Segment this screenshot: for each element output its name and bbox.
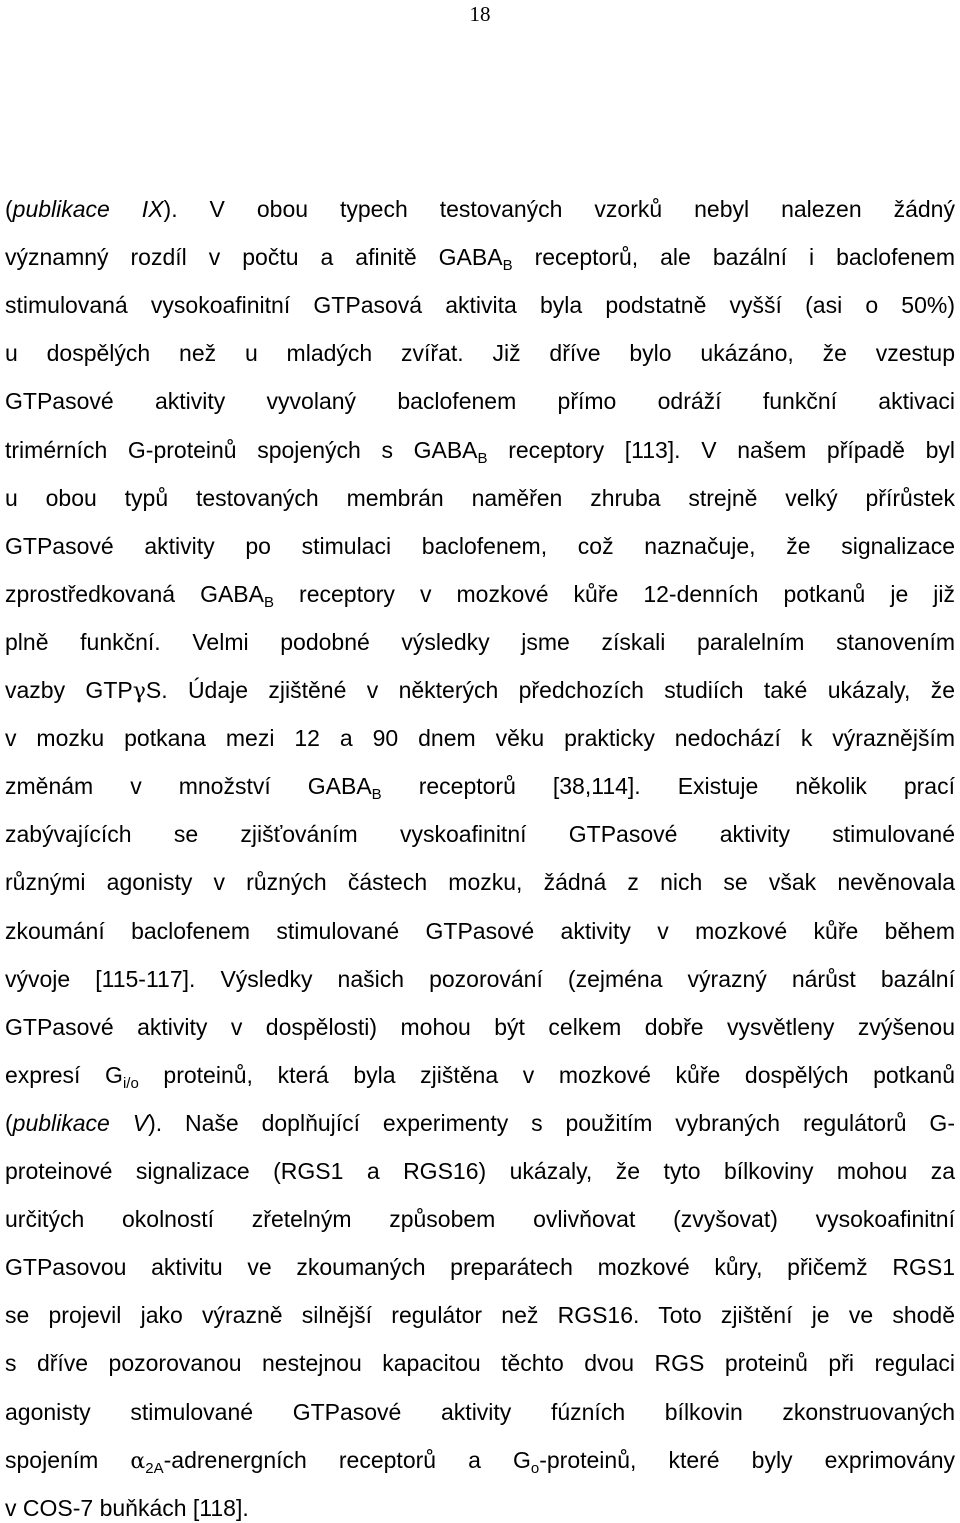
text-line: stimulovaná vysokoafinitní GTPasová aktivita byla podstatně vyšší (asi o 50%)	[5, 292, 955, 319]
text-line: plně funkční. Velmi podobné výsledky jsme získali paralelním stanovením	[5, 628, 955, 655]
text-line: agonisty stimulované GTPasové aktivity fúzních bílkovin zkonstruovaných	[5, 1398, 955, 1425]
text-line: GTPasové aktivity v dospělosti) mohou být celkem dobře vysvětleny zvýšenou	[5, 1013, 955, 1040]
text-line: v mozku potkana mezi 12 a 90 dnem věku prakticky nedochází k výraznějším	[5, 725, 955, 752]
text-line: GTPasové aktivity po stimulaci baclofenem, což naznačuje, že signalizace	[5, 532, 955, 559]
text-line: určitých okolností zřetelným způsobem ovlivňovat (zvyšovat) vysokoafinitní	[5, 1206, 955, 1233]
text-line: proteinové signalizace (RGS1 a RGS16) ukázaly, že tyto bílkoviny mohou za	[5, 1158, 955, 1184]
text-line: trimérních G-proteinů spojených s $GABA_B$ receptory [113]. V našem případě byl	[5, 436, 955, 467]
text-line: různými agonisty v různých částech mozku, žádná z nich se však nevěnovala	[5, 869, 955, 896]
text-line: spojením $\alpha_{2A}$-adrenergních receptorů a $G_o$-proteinů, které byly exprimovány	[5, 1446, 956, 1477]
text-line: v COS-7 buňkách [118].	[5, 1494, 249, 1521]
text-line: významný rozdíl v počtu a afinitě $GABA_B$ receptorů, ale bazální i baclofenem	[5, 244, 955, 275]
text-line: změnám v množství $GABA_B$ receptorů [38,114]. Existuje několik prací	[5, 773, 955, 804]
text-line: vývoje [115-117]. Výsledky našich pozorování (zejména výrazný nárůst bazální	[5, 965, 955, 992]
text-line: u obou typů testovaných membrán naměřen zhruba strejně velký přírůstek	[5, 484, 955, 511]
page-number: 18	[469, 2, 491, 26]
text-line: s dříve pozorovanou nestejnou kapacitou těchto dvou RGS proteinů při regulaci	[5, 1350, 955, 1377]
text-line: vazby GTPγS. Údaje zjištěné v některých předchozích studiích také ukázaly, že	[5, 677, 955, 704]
text-line: zabývajících se zjišťováním vyskoafinitní GTPasové aktivity stimulované	[5, 821, 955, 848]
text-line: GTPasovou aktivitu ve zkoumaných preparátech mozkové kůry, přičemž RGS1	[5, 1254, 955, 1281]
text-line: zprostředkovaná $GABA_B$ receptory v mozkové kůře 12-denních potkanů je již	[5, 580, 955, 611]
text-line: se projevil jako výrazně silnější regulátor než RGS16. Toto zjištění je ve shodě	[5, 1302, 955, 1329]
text-line: expresí $G_{i/o}$ proteinů, která byla zjištěna v mozkové kůře dospělých potkanů	[5, 1061, 955, 1092]
text-line: zkoumání baclofenem stimulované GTPasové aktivity v mozkové kůře během	[5, 917, 955, 944]
text-line: (publikace IX). V obou typech testovaných vzorků nebyl nalezen žádný	[5, 196, 955, 222]
text-line: u dospělých než u mladých zvířat. Již dříve bylo ukázáno, že vzestup	[5, 340, 955, 367]
text-line: GTPasové aktivity vyvolaný baclofenem přímo odráží funkční aktivaci	[5, 388, 955, 415]
text-line: (publikace V). Naše doplňující experimenty s použitím vybraných regulátorů G-	[5, 1109, 955, 1136]
